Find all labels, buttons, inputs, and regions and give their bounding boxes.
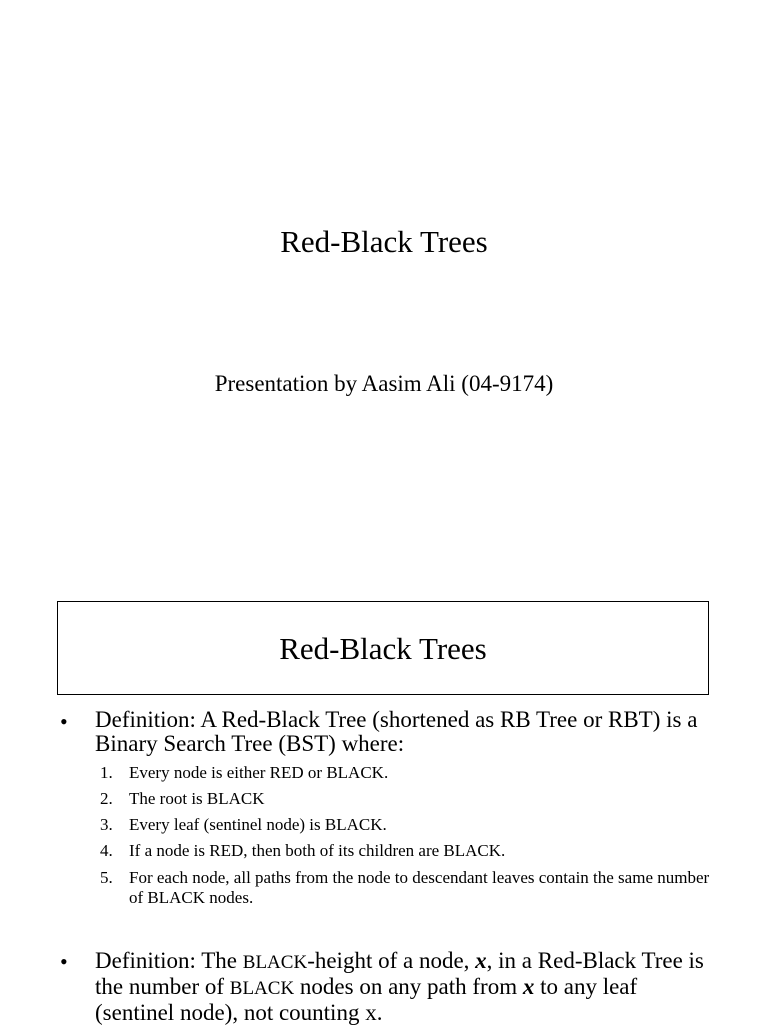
- text-run: , in a Red-Black Tree is the number of: [95, 948, 704, 999]
- text-run: to any leaf (sentinel node), not counting x.: [95, 974, 638, 1025]
- list-text: Every node is either RED or BLACK.: [129, 763, 389, 782]
- text-run: Definition: The: [95, 948, 243, 973]
- var-x: x: [475, 948, 487, 973]
- text-run-black: BLACK: [242, 952, 308, 973]
- text-run-black: BLACK: [229, 978, 295, 999]
- list-item: [100, 868, 720, 908]
- list-number: 4.: [100, 841, 113, 860]
- list-item: [100, 842, 720, 860]
- list-number: 1.: [100, 763, 113, 782]
- list-item: [100, 764, 720, 782]
- rules-list: [100, 764, 720, 916]
- list-text: For each node, all paths from the node to descendant leaves contain the same number of BLACK nodes.: [129, 868, 710, 907]
- var-x: x: [522, 974, 535, 999]
- list-text: Every leaf (sentinel node) is BLACK.: [129, 815, 387, 834]
- list-item: [100, 816, 720, 834]
- list-number: 2.: [100, 789, 113, 808]
- text-run: nodes on any path from: [294, 974, 523, 999]
- list-text: The root is BLACK: [129, 789, 265, 808]
- title-box: [57, 601, 709, 695]
- slide-subtitle: Presentation by Aasim Ali (04-9174): [214, 371, 554, 396]
- bullet-dot: •: [60, 949, 68, 974]
- list-text: If a node is RED, then both of its children are BLACK.: [129, 841, 506, 860]
- slide-title: Red-Black Trees: [280, 224, 488, 259]
- list-number: 3.: [100, 815, 113, 834]
- definition-bullet: Definition: A Red-Black Tree (shortened as RB Tree or RBT) is a Binary Search Tree (BST) where:: [95, 707, 698, 756]
- list-number: 5.: [100, 868, 113, 887]
- text-run: -height of a node,: [307, 948, 476, 973]
- black-height-bullet: [95, 949, 715, 1025]
- bullet-dot: •: [60, 709, 68, 734]
- slide-title: Red-Black Trees: [279, 631, 487, 666]
- definition-slide: [0, 576, 768, 1024]
- list-item: [100, 790, 720, 808]
